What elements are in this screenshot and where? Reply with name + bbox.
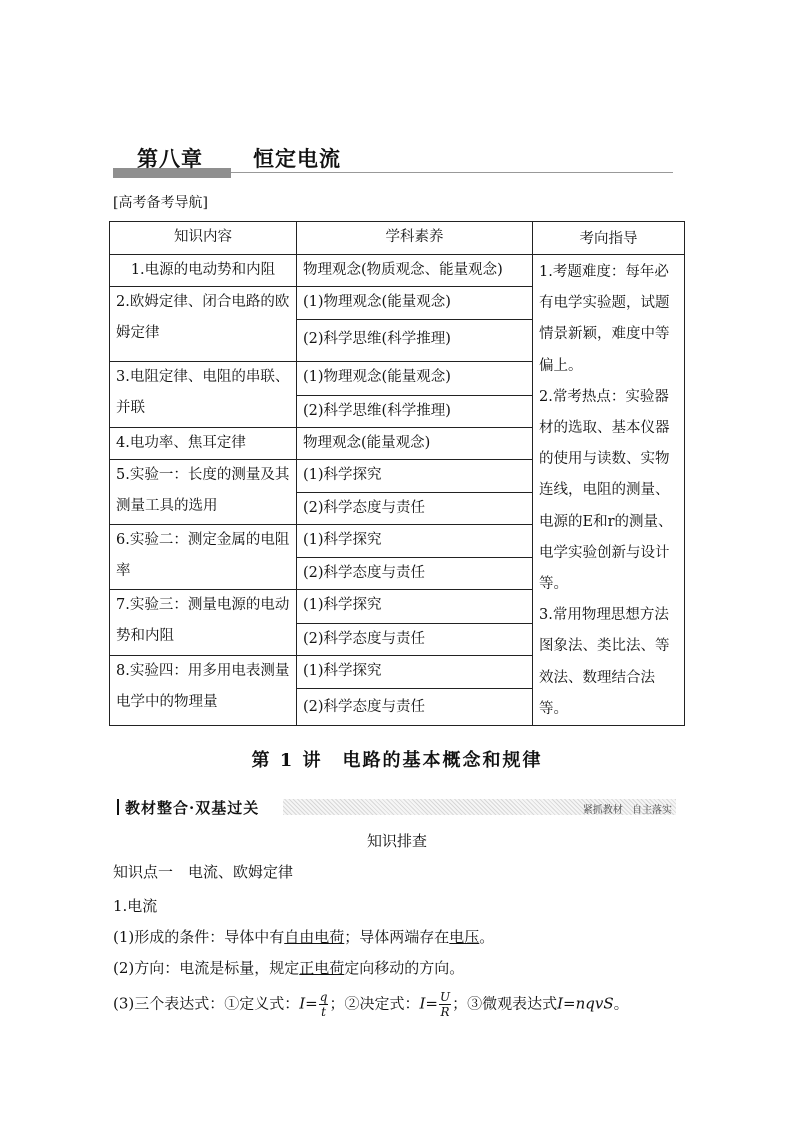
line-condition bbox=[113, 926, 494, 947]
line-direction-a: (2)方向：电流是标量，规定 bbox=[113, 959, 300, 977]
fraction-denominator: t bbox=[321, 1005, 326, 1019]
topic-cell: 2.欧姆定律、闭合电路的欧姆定律 bbox=[110, 287, 297, 362]
guidance-1: 1.考题难度：每年必有电学实验题，试题情景新颖，难度中等偏上。 bbox=[539, 264, 670, 374]
literacy-cell: (2)科学态度与责任 bbox=[297, 558, 533, 590]
line-condition-c: ；导体两端存在 bbox=[344, 928, 450, 946]
literacy-cell: (2)科学思维(科学推理) bbox=[297, 395, 533, 427]
fraction-numerator: q bbox=[319, 990, 328, 1004]
literacy-cell: (2)科学态度与责任 bbox=[297, 623, 533, 655]
header-guidance: 考向指导 bbox=[533, 222, 685, 255]
fraction-denominator: R bbox=[440, 1005, 450, 1019]
literacy-cell: (2)科学思维(科学推理) bbox=[297, 320, 533, 362]
section-bar bbox=[113, 796, 676, 818]
topic-cell: 7.实验三：测量电源的电动势和内阻 bbox=[110, 590, 297, 655]
literacy-cell: (1)科学探究 bbox=[297, 655, 533, 688]
literacy-cell: (1)科学探究 bbox=[297, 590, 533, 623]
chapter-number: 第八章 bbox=[137, 146, 203, 171]
expr-end: 。 bbox=[613, 994, 629, 1013]
topic-cell: 6.实验二：测定金属的电阻率 bbox=[110, 524, 297, 589]
decisive-fraction bbox=[439, 990, 451, 1019]
chapter-header bbox=[113, 143, 673, 179]
guide-table bbox=[109, 221, 685, 726]
nav-label: [高考备考导航] bbox=[113, 195, 208, 211]
topic-cell: 8.实验四：用多用电表测量电学中的物理量 bbox=[110, 655, 297, 725]
free-charge-term: 自由电荷 bbox=[284, 928, 345, 946]
decisive-formula-lhs: I= bbox=[419, 994, 438, 1013]
expr-decisive-label: ；②决定式： bbox=[329, 994, 420, 1013]
sub-heading: 知识排查 bbox=[366, 832, 427, 850]
table-header-row bbox=[110, 222, 685, 255]
voltage-term: 电压 bbox=[449, 928, 480, 946]
line-direction bbox=[113, 957, 464, 978]
section-tick bbox=[117, 799, 119, 815]
line-condition-a: (1)形成的条件：导体中有 bbox=[113, 928, 285, 946]
topic-cell: 4.电功率、焦耳定律 bbox=[110, 427, 297, 459]
expr-micro-label: ；③微观表达式 bbox=[452, 994, 558, 1013]
guidance-cell bbox=[533, 255, 685, 726]
literacy-cell: 物理观念(能量观念) bbox=[297, 427, 533, 459]
header-topic: 知识内容 bbox=[110, 222, 297, 255]
positive-charge-term: 正电荷 bbox=[299, 959, 345, 977]
knowledge-point-1: 知识点一 电流、欧姆定律 bbox=[113, 863, 294, 881]
header-literacy: 学科素养 bbox=[297, 222, 533, 255]
line-expressions bbox=[113, 990, 629, 1019]
lecture-title: 第 1 讲 电路的基本概念和规律 bbox=[251, 750, 543, 771]
chapter-title: 恒定电流 bbox=[253, 146, 341, 171]
topic-cell: 3.电阻定律、电阻的串联、并联 bbox=[110, 362, 297, 427]
line-direction-c: 定向移动的方向。 bbox=[344, 959, 465, 977]
definition-formula-lhs: I= bbox=[299, 994, 318, 1013]
guidance-3: 3.常用物理思想方法 图象法、类比法、等效法、数理结合法等。 bbox=[539, 607, 670, 717]
literacy-cell: (1)物理观念(能量观念) bbox=[297, 287, 533, 320]
definition-fraction bbox=[319, 990, 329, 1019]
item-1-heading: 1.电流 bbox=[113, 897, 158, 915]
section-title: 教材整合·双基过关 bbox=[125, 799, 260, 817]
fraction-numerator: U bbox=[439, 990, 451, 1004]
guidance-2: 2.常考热点：实验器材的选取、基本仪器的使用与读数、实物连线，电阻的测量、电源的E和r的测量、电学实验创新与设计等。 bbox=[539, 388, 673, 593]
literacy-cell: (2)科学态度与责任 bbox=[297, 689, 533, 726]
literacy-cell: (1)物理观念(能量观念) bbox=[297, 362, 533, 395]
literacy-cell: 物理观念(物质观念、能量观念) bbox=[297, 255, 533, 287]
table-row bbox=[110, 255, 685, 287]
micro-formula: I=nqvS bbox=[557, 994, 614, 1013]
literacy-cell: (1)科学探究 bbox=[297, 459, 533, 492]
literacy-cell: (2)科学态度与责任 bbox=[297, 492, 533, 524]
topic-cell: 5.实验一：长度的测量及其测量工具的选用 bbox=[110, 459, 297, 524]
expr-intro: (3)三个表达式：①定义式： bbox=[113, 994, 300, 1013]
line-condition-e: 。 bbox=[479, 928, 495, 946]
section-right-text: 紧抓教材 自主落实 bbox=[582, 805, 672, 816]
topic-cell: 1.电源的电动势和内阻 bbox=[110, 255, 297, 287]
literacy-cell: (1)科学探究 bbox=[297, 524, 533, 557]
